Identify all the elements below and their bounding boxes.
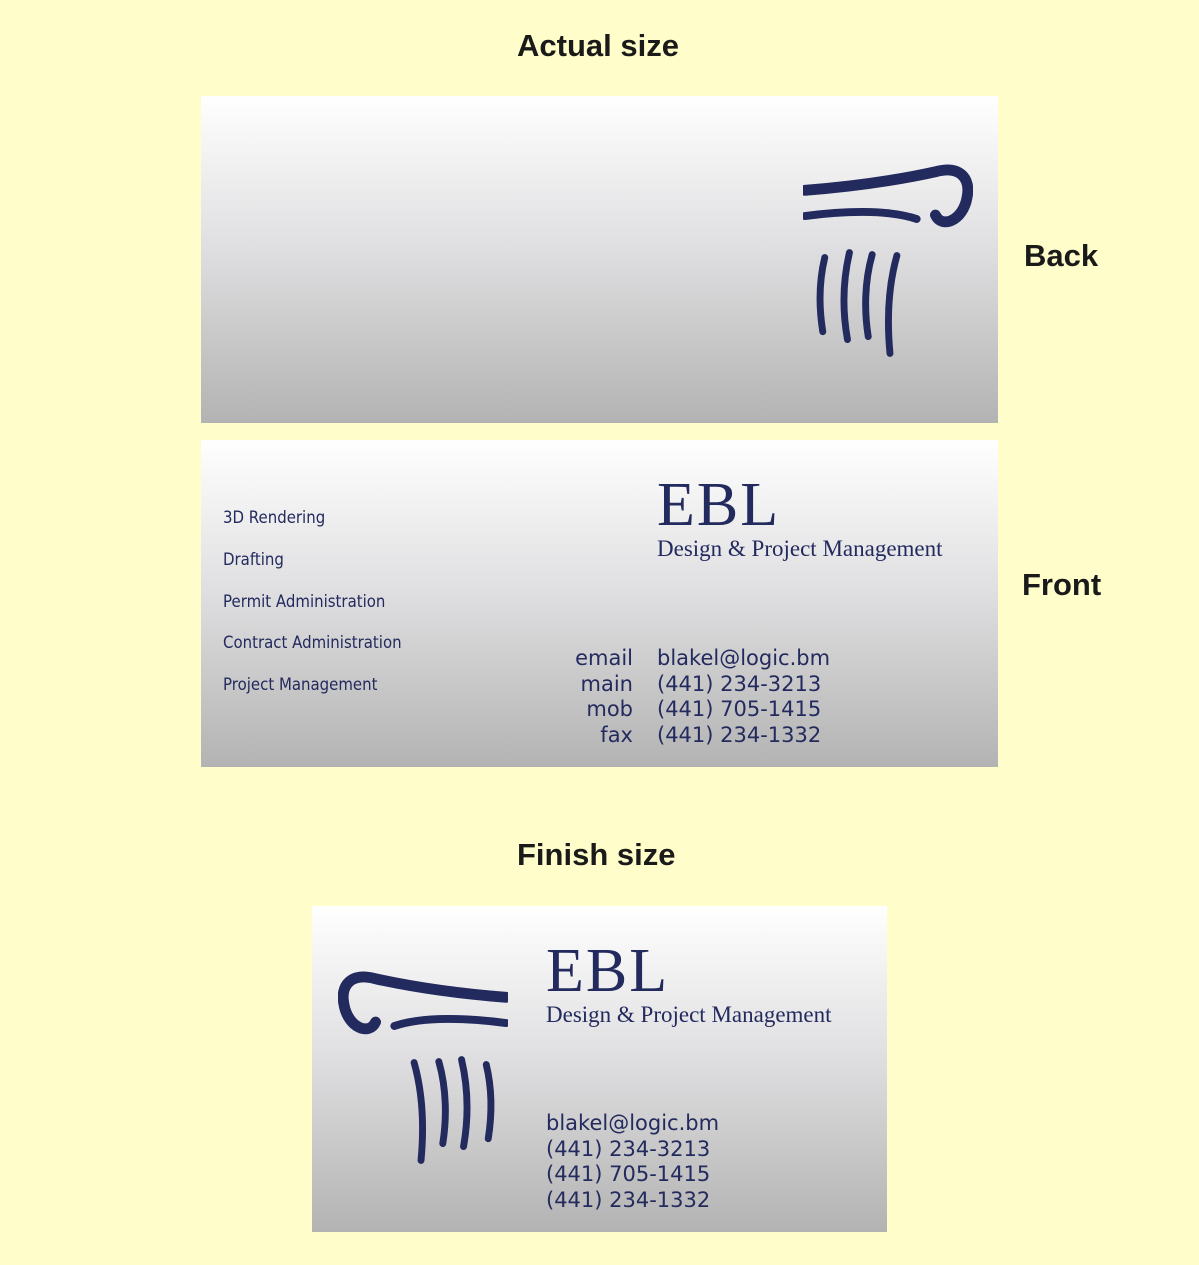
contact-email: blakel@logic.bm (546, 1111, 720, 1135)
back-label: Back (1024, 238, 1099, 273)
contact-row (571, 646, 830, 672)
contact-row (571, 723, 830, 749)
contact-label: fax (600, 722, 633, 747)
contact-label: main (580, 671, 633, 696)
contact-row (571, 697, 830, 723)
finish-size-heading: Finish size (517, 837, 676, 872)
contact-label: mob (586, 697, 633, 721)
card-front (201, 440, 998, 767)
contact-fax: (441) 234-1332 (546, 1187, 711, 1212)
contact-mob: (441) 705-1415 (546, 1162, 711, 1186)
contact-block (571, 646, 830, 748)
contact-mob: (441) 705-1415 (657, 697, 822, 721)
front-label: Front (1022, 567, 1102, 602)
service-item: Permit Administration (223, 592, 386, 612)
brand-tagline: Design & Project Management (657, 536, 943, 561)
contact-fax: (441) 234-1332 (657, 722, 822, 747)
service-item: 3D Rendering (223, 508, 326, 528)
card-finish (312, 906, 887, 1232)
brand-name: EBL (657, 471, 781, 539)
contact-email: blakel@logic.bm (657, 646, 831, 670)
contact-label: email (575, 646, 633, 670)
contact-main: (441) 234-3213 (546, 1136, 711, 1161)
brand-name: EBL (546, 937, 670, 1005)
service-item: Project Management (223, 675, 378, 695)
service-item: Contract Administration (223, 633, 402, 653)
ionic-column-icon (338, 970, 508, 1165)
service-item: Drafting (223, 550, 284, 570)
actual-size-heading: Actual size (517, 28, 679, 63)
brand-tagline: Design & Project Management (546, 1002, 832, 1027)
ionic-column-icon (803, 163, 973, 358)
contact-main: (441) 234-3213 (657, 671, 822, 696)
card-back (201, 96, 998, 423)
contact-row (571, 672, 830, 698)
contact-block (546, 1111, 719, 1213)
